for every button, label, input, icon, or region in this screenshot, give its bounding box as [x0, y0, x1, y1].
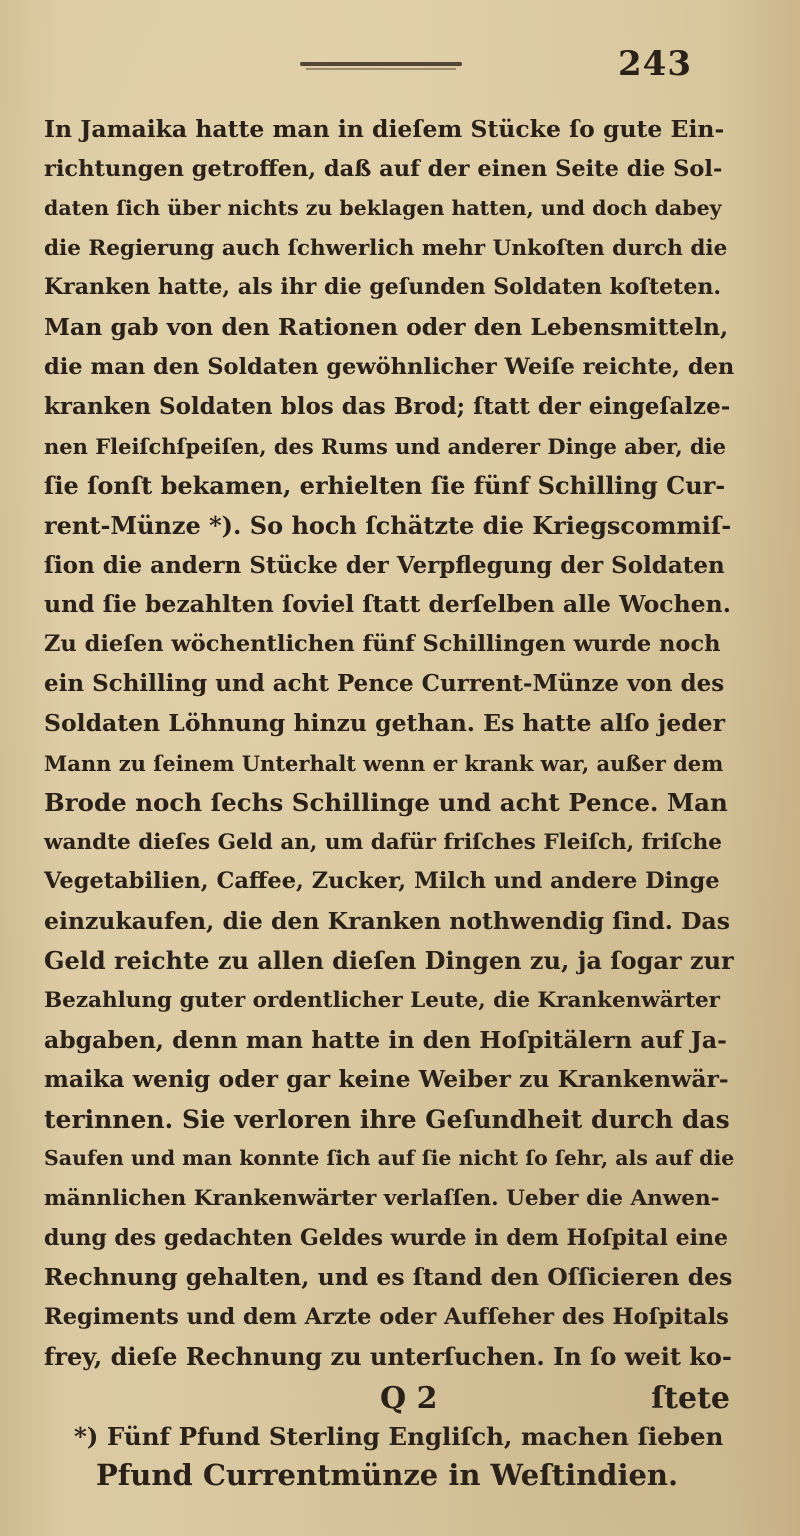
signature-mark: Q 2	[380, 1381, 438, 1416]
text-line: und ſie bezahlten ſoviel ſtatt derſelben alle Wochen.	[44, 590, 731, 619]
text-line: Vegetabilien, Caffee, Zucker, Milch und andere Dinge	[44, 868, 720, 895]
text-line: männlichen Krankenwärter verlaſſen. Ueber die Anwen-	[44, 1186, 720, 1212]
text-line: die Regierung auch ſchwerlich mehr Unkoſten durch die	[44, 235, 728, 261]
text-line: Kranken hatte, als ihr die geſunden Soldaten koſteten.	[44, 274, 721, 301]
page-number: 243	[618, 44, 692, 84]
footnote-line: *) Fünf Pfund Sterling Engliſch, machen ſieben	[74, 1422, 724, 1451]
text-line: Regiments und dem Arzte oder Aufſeher des Hoſpitals	[44, 1303, 729, 1330]
body-text	[44, 110, 734, 1421]
text-line: Soldaten Löhnung hinzu gethan. Es hatte alſo jeder	[44, 708, 725, 737]
text-line: Mann zu ſeinem Unterhalt wenn er krank war, außer dem	[44, 750, 724, 776]
text-line: wandte dieſes Geld an, um dafür friſches Fleiſch, friſche	[44, 829, 722, 855]
signature-line	[44, 1377, 734, 1421]
text-line: ein Schilling und acht Pence Current-Münze von des	[44, 670, 725, 698]
text-line: Bezahlung guter ordentlicher Leute, die Krankenwärter	[44, 988, 721, 1014]
text-line: daten ſich über nichts zu beklagen hatten, und doch dabey	[44, 196, 722, 221]
text-line: abgaben, denn man hatte in den Hoſpitälern auf Ja-	[44, 1025, 727, 1054]
header-rule	[300, 62, 462, 66]
text-line: nen Fleiſchſpeiſen, des Rums und anderer Dinge aber, die	[44, 433, 727, 459]
text-line: einzukaufen, die den Kranken nothwendig ſind. Das	[44, 906, 730, 935]
text-line: Man gab von den Rationen oder den Lebensmitteln,	[44, 312, 729, 341]
text-line: ſie ſonſt bekamen, erhielten ſie fünf Schilling Cur-	[44, 471, 726, 501]
text-line: dung des gedachten Geldes wurde in dem Hoſpital eine	[44, 1224, 728, 1251]
footnote-line: Pfund Currentmünze in Weſtindien.	[96, 1458, 679, 1492]
text-line: terinnen. Sie verloren ihre Geſundheit durch das	[44, 1104, 730, 1134]
text-line: kranken Soldaten blos das Brod; ſtatt der eingeſalze-	[44, 393, 731, 421]
text-line: Geld reichte zu allen dieſen Dingen zu, ja ſogar zur	[44, 946, 734, 976]
text-line: Saufen und man konnte ſich auf ſie nicht ſo ſehr, als auf die	[44, 1146, 735, 1171]
text-line: Zu dieſen wöchentlichen fünf Schillingen wurde noch	[44, 630, 721, 657]
text-line: die man den Soldaten gewöhnlicher Weiſe reichte, den	[44, 353, 735, 380]
footnote	[74, 1418, 734, 1494]
text-line: richtungen getroffen, daß auf der einen Seite die Sol-	[44, 155, 723, 182]
text-line: rent-Münze *). So hoch ſchätzte die Kriegscommiſ-	[44, 510, 732, 540]
text-line: In Jamaika hatte man in dieſem Stücke ſo gute Ein-	[44, 115, 725, 143]
text-line: frey, dieſe Rechnung zu unterſuchen. In ſo weit ko-	[44, 1342, 732, 1372]
text-line: Rechnung gehalten, und es ſtand den Oſſicieren des	[44, 1263, 733, 1292]
text-line: Brode noch ſechs Schillinge und acht Pence. Man	[44, 788, 728, 818]
text-line: maika wenig oder gar keine Weiber zu Krankenwär-	[44, 1065, 729, 1094]
text-line: ſion die andern Stücke der Verpflegung der Soldaten	[44, 551, 725, 579]
catchword: ſtete	[651, 1381, 730, 1416]
